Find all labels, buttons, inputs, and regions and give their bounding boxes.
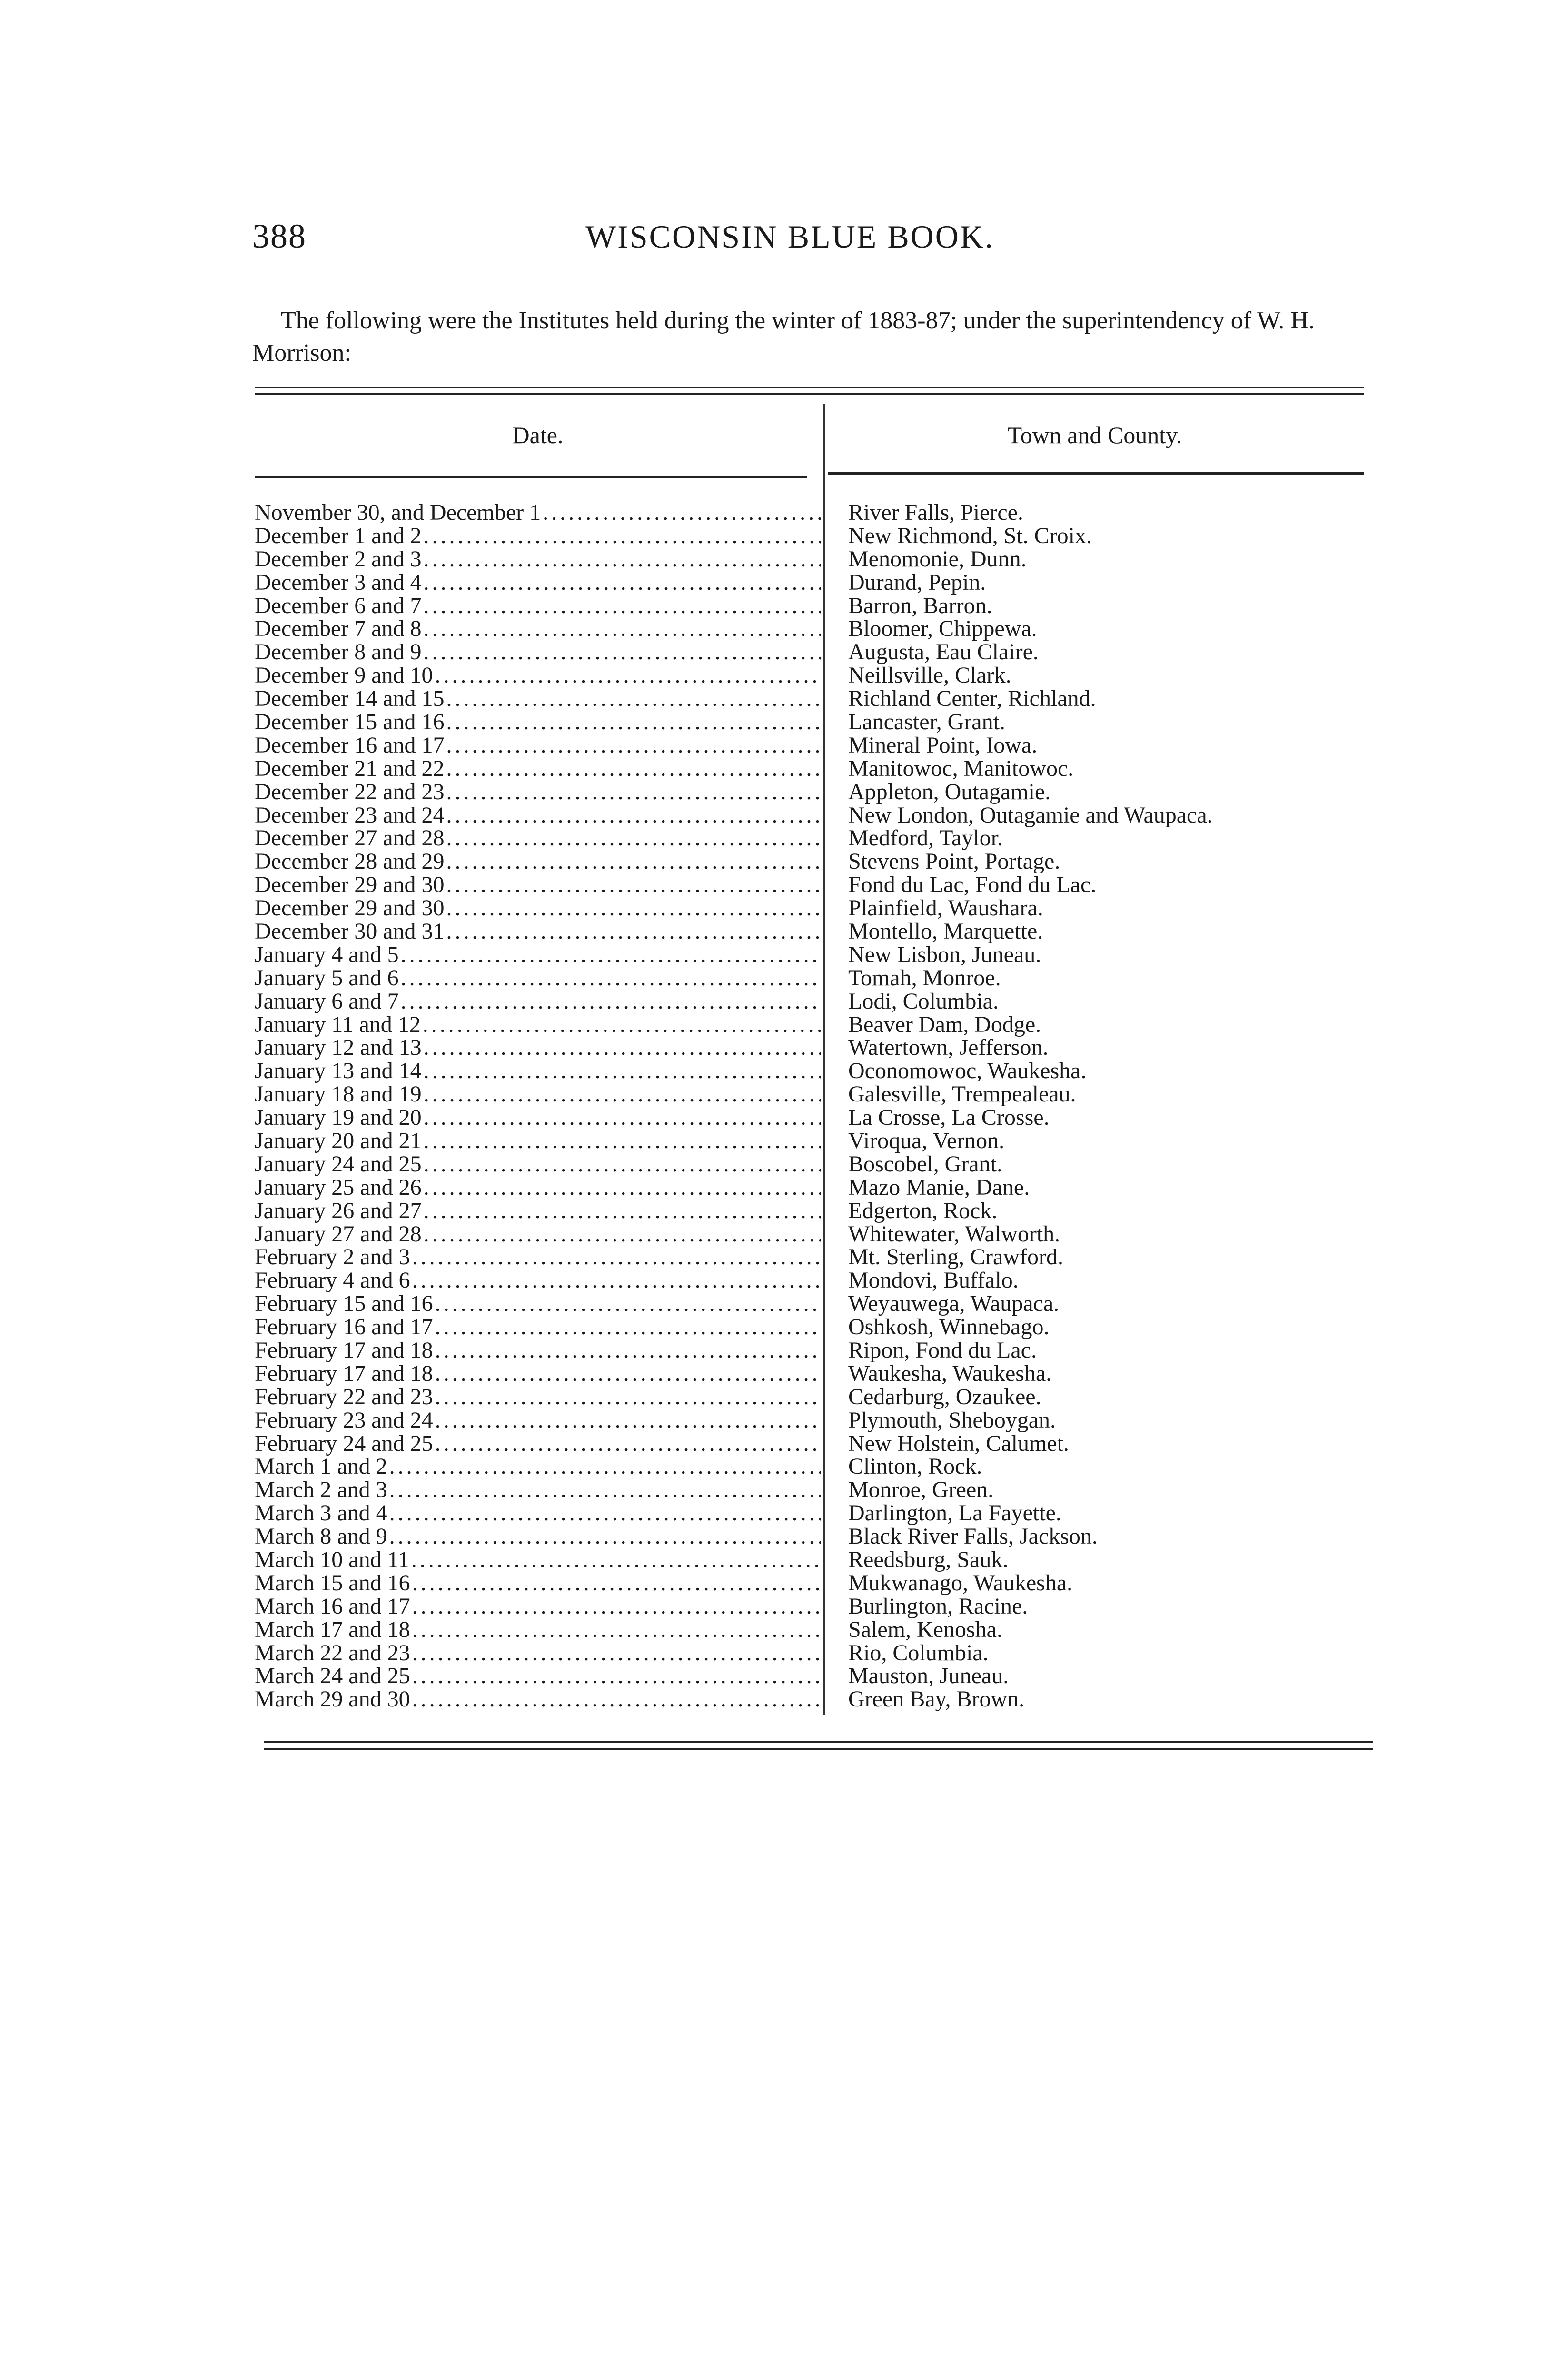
dot-leader	[445, 802, 821, 828]
date-cell	[255, 662, 821, 688]
table-row	[255, 1013, 1378, 1036]
town-county-cell: Mauston, Juneau.	[848, 1663, 1009, 1689]
dot-leader	[421, 1012, 821, 1038]
date-text: November 30, and December 1	[255, 499, 541, 525]
town-county-cell: Viroqua, Vernon.	[848, 1128, 1005, 1153]
intro-paragraph	[252, 305, 1366, 369]
town-county-cell: Lancaster, Grant.	[848, 709, 1005, 734]
date-cell	[255, 639, 821, 665]
town-county-cell: Mazo Manie, Dane.	[848, 1174, 1030, 1200]
date-text: December 28 and 29	[255, 849, 445, 874]
town-county-cell: Manitowoc, Manitowoc.	[848, 755, 1074, 781]
date-text: January 12 and 13	[255, 1035, 422, 1061]
dot-leader	[422, 593, 821, 619]
town-county-cell: Lodi, Columbia.	[848, 988, 999, 1014]
table-row	[255, 524, 1378, 547]
date-text: December 22 and 23	[255, 779, 445, 804]
date-cell	[255, 918, 821, 944]
date-text: December 3 and 4	[255, 569, 422, 595]
town-county-cell: Medford, Taylor.	[848, 825, 1003, 851]
dot-leader	[445, 918, 821, 944]
date-text: March 29 and 30	[255, 1686, 410, 1712]
dot-leader	[422, 1198, 821, 1224]
header-rule-town-county	[828, 472, 1364, 475]
table-row	[255, 873, 1378, 896]
date-text: December 23 and 24	[255, 802, 445, 828]
town-county-cell: Weyauwega, Waupaca.	[848, 1291, 1060, 1317]
town-county-cell: Augusta, Eau Claire.	[848, 639, 1039, 665]
date-text: January 27 and 28	[255, 1221, 422, 1247]
town-county-cell: Durand, Pepin.	[848, 569, 986, 595]
date-text: February 17 and 18	[255, 1338, 433, 1363]
date-text: December 14 and 15	[255, 686, 445, 712]
date-text: March 16 and 17	[255, 1593, 410, 1619]
date-text: December 8 and 9	[255, 639, 422, 665]
table-row	[255, 1246, 1378, 1269]
town-county-cell: Monroe, Green.	[848, 1477, 994, 1503]
dot-leader	[410, 1616, 821, 1643]
town-county-cell: Darlington, La Fayette.	[848, 1500, 1061, 1526]
town-county-cell: Fond du Lac, Fond du Lac.	[848, 872, 1097, 898]
date-text: February 22 and 23	[255, 1384, 433, 1409]
dot-leader	[422, 523, 821, 549]
table-row	[255, 1129, 1378, 1152]
date-cell	[255, 1430, 821, 1457]
date-text: December 6 and 7	[255, 593, 422, 618]
date-text: March 15 and 16	[255, 1570, 410, 1596]
dot-leader	[410, 1244, 821, 1270]
dot-leader	[445, 895, 821, 921]
dot-leader	[422, 1034, 821, 1061]
dot-leader	[410, 1686, 821, 1712]
dot-leader	[387, 1477, 821, 1503]
town-county-cell: Mondovi, Buffalo.	[848, 1268, 1019, 1293]
date-cell	[255, 1593, 821, 1619]
dot-leader	[409, 1547, 821, 1573]
running-head-title: WISCONSIN BLUE BOOK.	[585, 218, 994, 255]
town-county-cell: Richland Center, Richland.	[848, 686, 1096, 712]
table-row	[255, 1059, 1378, 1082]
dot-leader	[399, 942, 821, 968]
dot-leader	[422, 615, 821, 642]
dot-leader	[445, 685, 821, 712]
table-row	[255, 990, 1378, 1013]
date-text: February 2 and 3	[255, 1244, 410, 1270]
date-cell	[255, 615, 821, 642]
table-row	[255, 780, 1378, 803]
date-text: December 9 and 10	[255, 663, 433, 688]
date-text: March 1 and 2	[255, 1454, 387, 1479]
date-text: January 25 and 26	[255, 1174, 422, 1200]
table-row	[255, 1478, 1378, 1501]
table-row	[255, 1152, 1378, 1176]
date-cell	[255, 848, 821, 874]
dot-leader	[422, 639, 821, 665]
dot-leader	[399, 988, 821, 1014]
date-cell	[255, 1058, 821, 1084]
table-row	[255, 896, 1378, 920]
date-cell	[255, 1407, 821, 1433]
table-row	[255, 547, 1378, 571]
date-text: January 5 and 6	[255, 965, 399, 991]
table-row	[255, 617, 1378, 640]
date-cell	[255, 988, 821, 1014]
date-cell	[255, 546, 821, 572]
dot-leader	[422, 546, 821, 572]
dot-leader	[387, 1453, 821, 1479]
town-county-cell: La Crosse, La Crosse.	[848, 1105, 1050, 1130]
date-text: March 2 and 3	[255, 1477, 387, 1503]
date-text: March 3 and 4	[255, 1500, 387, 1526]
dot-leader	[445, 825, 821, 851]
dot-leader	[422, 569, 821, 595]
table-row	[255, 687, 1378, 710]
dot-leader	[433, 1290, 821, 1317]
date-cell	[255, 1034, 821, 1061]
date-text: January 4 and 5	[255, 942, 399, 967]
table-row	[255, 850, 1378, 873]
date-cell	[255, 523, 821, 549]
dot-leader	[387, 1500, 821, 1526]
table-row	[255, 640, 1378, 664]
dot-leader	[433, 1360, 821, 1387]
table-row	[255, 1385, 1378, 1408]
date-cell	[255, 1128, 821, 1154]
dot-leader	[445, 709, 821, 735]
dot-leader	[410, 1593, 821, 1619]
date-text: March 8 and 9	[255, 1524, 387, 1549]
date-cell	[255, 1360, 821, 1387]
town-county-cell: Barron, Barron.	[848, 593, 992, 618]
table-row	[255, 1222, 1378, 1246]
town-county-cell: Waukesha, Waukesha.	[848, 1360, 1052, 1386]
date-text: December 27 and 28	[255, 825, 445, 851]
town-county-cell: Oconomowoc, Waukesha.	[848, 1058, 1087, 1084]
date-cell	[255, 1104, 821, 1130]
date-text: February 24 and 25	[255, 1430, 433, 1456]
date-cell	[255, 1290, 821, 1317]
date-cell	[255, 1616, 821, 1643]
date-text: January 11 and 12	[255, 1012, 421, 1037]
table-bottom-rule	[264, 1741, 1373, 1750]
table-row	[255, 1408, 1378, 1432]
table-row	[255, 1641, 1378, 1665]
town-county-cell: Ripon, Fond du Lac.	[848, 1338, 1037, 1363]
table-row	[255, 1199, 1378, 1222]
date-text: December 15 and 16	[255, 709, 445, 734]
date-text: March 24 and 25	[255, 1663, 410, 1689]
town-county-cell: Neillsville, Clark.	[848, 663, 1011, 688]
date-text: January 19 and 20	[255, 1105, 422, 1130]
date-cell	[255, 755, 821, 782]
date-cell	[255, 709, 821, 735]
date-cell	[255, 872, 821, 898]
date-cell	[255, 1244, 821, 1270]
table-row	[255, 1455, 1378, 1478]
date-text: January 24 and 25	[255, 1151, 422, 1177]
table-row	[255, 1106, 1378, 1129]
date-text: February 23 and 24	[255, 1407, 433, 1433]
table-row	[255, 1315, 1378, 1339]
date-cell	[255, 1523, 821, 1549]
header-rule-date	[255, 476, 807, 478]
dot-leader	[433, 1407, 821, 1433]
dot-leader	[422, 1151, 821, 1177]
date-cell	[255, 1500, 821, 1526]
date-cell	[255, 1012, 821, 1038]
town-county-cell: New Holstein, Calumet.	[848, 1430, 1069, 1456]
table-row	[255, 1292, 1378, 1315]
date-text: December 30 and 31	[255, 918, 445, 944]
date-text: December 1 and 2	[255, 523, 422, 548]
dot-leader	[541, 499, 821, 526]
date-text: December 29 and 30	[255, 872, 445, 898]
date-cell	[255, 895, 821, 921]
table-row	[255, 1571, 1378, 1595]
dot-leader	[422, 1221, 821, 1247]
date-cell	[255, 499, 821, 526]
dot-leader	[422, 1058, 821, 1084]
table-row	[255, 1432, 1378, 1455]
table-row	[255, 594, 1378, 617]
date-text: February 16 and 17	[255, 1314, 433, 1340]
town-county-cell: Mt. Sterling, Crawford.	[848, 1244, 1063, 1270]
date-cell	[255, 1570, 821, 1596]
town-county-cell: Oshkosh, Winnebago.	[848, 1314, 1050, 1340]
town-county-cell: Black River Falls, Jackson.	[848, 1524, 1098, 1549]
town-county-cell: Stevens Point, Portage.	[848, 849, 1060, 874]
date-text: February 15 and 16	[255, 1291, 433, 1317]
dot-leader	[445, 779, 821, 805]
dot-leader	[410, 1570, 821, 1596]
table-row	[255, 710, 1378, 734]
dot-leader	[422, 1174, 821, 1200]
table-row	[255, 1618, 1378, 1641]
table-row	[255, 1501, 1378, 1525]
date-cell	[255, 569, 821, 595]
date-cell	[255, 1384, 821, 1410]
dot-leader	[445, 732, 821, 758]
table-row	[255, 757, 1378, 780]
town-county-cell: Whitewater, Walworth.	[848, 1221, 1060, 1247]
date-text: January 26 and 27	[255, 1198, 422, 1223]
town-county-cell: Cedarburg, Ozaukee.	[848, 1384, 1041, 1409]
page-number: 388	[252, 217, 307, 255]
dot-leader	[433, 1314, 821, 1340]
town-county-cell: Watertown, Jefferson.	[848, 1035, 1049, 1061]
date-cell	[255, 1337, 821, 1363]
date-text: February 4 and 6	[255, 1268, 410, 1293]
date-text: December 16 and 17	[255, 732, 445, 758]
town-county-cell: Plainfield, Waushara.	[848, 895, 1043, 921]
date-text: January 13 and 14	[255, 1058, 422, 1084]
date-cell	[255, 1198, 821, 1224]
table-row	[255, 734, 1378, 757]
date-cell	[255, 732, 821, 758]
town-county-cell: New Lisbon, Juneau.	[848, 942, 1041, 967]
table-row	[255, 1176, 1378, 1199]
date-cell	[255, 1686, 821, 1712]
date-cell	[255, 1453, 821, 1479]
table-row	[255, 1269, 1378, 1292]
table-row	[255, 664, 1378, 687]
dot-leader	[445, 848, 821, 874]
town-county-cell: Appleton, Outagamie.	[848, 779, 1051, 804]
date-text: December 21 and 22	[255, 755, 445, 781]
town-county-cell: River Falls, Pierce.	[848, 499, 1023, 525]
town-county-cell: Mineral Point, Iowa.	[848, 732, 1038, 758]
date-text: January 6 and 7	[255, 988, 399, 1014]
table-row	[255, 501, 1378, 524]
institutes-table-body	[255, 501, 1378, 1711]
table-top-rule	[255, 387, 1364, 395]
date-cell	[255, 1221, 821, 1247]
dot-leader	[410, 1267, 821, 1293]
dot-leader	[422, 1104, 821, 1130]
town-county-cell: Edgerton, Rock.	[848, 1198, 998, 1223]
town-county-cell: Boscobel, Grant.	[848, 1151, 1002, 1177]
table-row	[255, 571, 1378, 594]
date-text: March 10 and 11	[255, 1547, 409, 1573]
dot-leader	[399, 965, 821, 991]
table-row	[255, 803, 1378, 827]
dot-leader	[433, 1384, 821, 1410]
dot-leader	[445, 755, 821, 782]
town-county-cell: Galesville, Trempealeau.	[848, 1081, 1076, 1107]
table-row	[255, 1339, 1378, 1362]
town-county-cell: Clinton, Rock.	[848, 1454, 982, 1479]
dot-leader	[387, 1523, 821, 1549]
town-county-cell: Plymouth, Sheboygan.	[848, 1407, 1056, 1433]
date-text: January 20 and 21	[255, 1128, 422, 1153]
date-text: February 17 and 18	[255, 1360, 433, 1386]
date-cell	[255, 1081, 821, 1107]
dot-leader	[445, 872, 821, 898]
date-cell	[255, 1314, 821, 1340]
dot-leader	[433, 1337, 821, 1363]
date-cell	[255, 685, 821, 712]
table-row	[255, 1548, 1378, 1571]
dot-leader	[422, 1128, 821, 1154]
dot-leader	[422, 1081, 821, 1107]
table-row	[255, 966, 1378, 990]
date-cell	[255, 593, 821, 619]
date-cell	[255, 1267, 821, 1293]
town-county-cell: Burlington, Racine.	[848, 1593, 1028, 1619]
dot-leader	[433, 662, 821, 688]
town-county-cell: Rio, Columbia.	[848, 1640, 989, 1666]
town-county-cell: New London, Outagamie and Waupaca.	[848, 802, 1213, 828]
date-cell	[255, 1547, 821, 1573]
date-text: December 29 and 30	[255, 895, 445, 921]
date-cell	[255, 1151, 821, 1177]
column-header-town-county: Town and County.	[1007, 422, 1182, 448]
date-cell	[255, 942, 821, 968]
dot-leader	[433, 1430, 821, 1457]
table-row	[255, 920, 1378, 943]
town-county-cell: Menomonie, Dunn.	[848, 546, 1027, 572]
date-cell	[255, 1174, 821, 1200]
town-county-cell: Green Bay, Brown.	[848, 1686, 1025, 1712]
table-row	[255, 1036, 1378, 1059]
date-text: March 17 and 18	[255, 1616, 410, 1642]
table-row	[255, 1082, 1378, 1106]
table-row	[255, 943, 1378, 966]
table-row	[255, 1595, 1378, 1618]
date-text: December 2 and 3	[255, 546, 422, 572]
date-cell	[255, 1640, 821, 1666]
date-cell	[255, 779, 821, 805]
date-text: January 18 and 19	[255, 1081, 422, 1107]
date-cell	[255, 825, 821, 851]
town-county-cell: Salem, Kenosha.	[848, 1616, 1002, 1642]
dot-leader	[410, 1663, 821, 1689]
date-cell	[255, 965, 821, 991]
date-cell	[255, 802, 821, 828]
date-cell	[255, 1477, 821, 1503]
dot-leader	[410, 1640, 821, 1666]
table-row	[255, 1687, 1378, 1711]
town-county-cell: New Richmond, St. Croix.	[848, 523, 1092, 548]
table-row	[255, 1362, 1378, 1385]
date-cell	[255, 1663, 821, 1689]
intro-text: The following were the Institutes held during the winter of 1883-87; under the superintendency of W. H. Morrison:	[252, 307, 1315, 367]
town-county-cell: Beaver Dam, Dodge.	[848, 1012, 1041, 1037]
table-row	[255, 1665, 1378, 1688]
town-county-cell: Reedsburg, Sauk.	[848, 1547, 1009, 1573]
town-county-cell: Montello, Marquette.	[848, 918, 1043, 944]
town-county-cell: Mukwanago, Waukesha.	[848, 1570, 1073, 1596]
date-text: March 22 and 23	[255, 1640, 410, 1666]
town-county-cell: Bloomer, Chippewa.	[848, 616, 1037, 642]
table-row	[255, 1525, 1378, 1548]
column-header-date: Date.	[512, 422, 564, 448]
date-text: December 7 and 8	[255, 616, 422, 642]
table-row	[255, 826, 1378, 850]
town-county-cell: Tomah, Monroe.	[848, 965, 1001, 991]
